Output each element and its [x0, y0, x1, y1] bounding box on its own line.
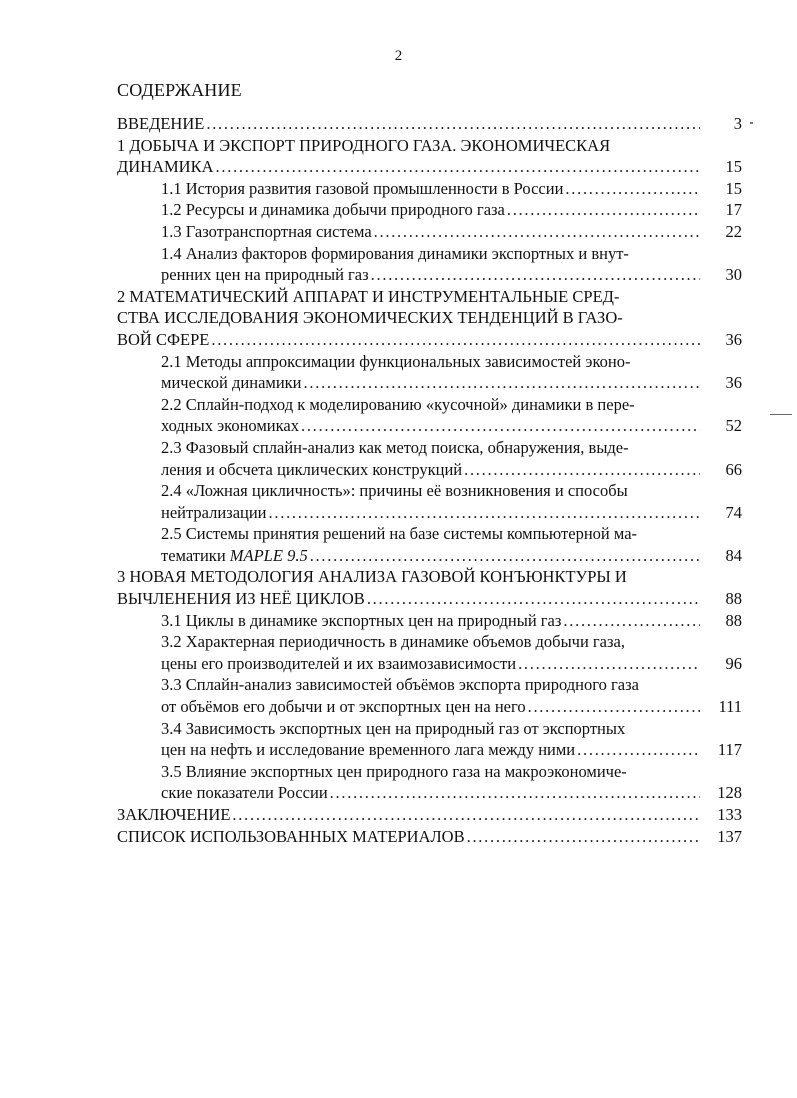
dot-leader: [528, 696, 700, 718]
toc-entry[interactable]: [117, 178, 742, 200]
toc-entry-text: от объёмов его добычи и от экспортных цен на него: [161, 697, 526, 717]
toc-entry-text: ЗАКЛЮЧЕНИЕ: [117, 805, 231, 824]
toc-entry[interactable]: [117, 243, 742, 286]
toc-entry[interactable]: [117, 113, 742, 135]
dot-leader: [232, 804, 700, 826]
toc-entry-text: ления и обсчета циклических конструкций: [161, 459, 463, 479]
toc-entry-text: ВВЕДЕНИЕ: [117, 114, 205, 133]
toc-entry-text: 1.3 Газотранспортная система: [161, 221, 372, 241]
toc-entry[interactable]: [117, 674, 742, 717]
dot-leader: [330, 782, 700, 804]
toc-entry[interactable]: [117, 199, 742, 221]
toc-entry-page: 128: [717, 783, 742, 803]
toc-entry-page: 15: [725, 157, 742, 177]
toc-entry-text: нейтрализации: [161, 502, 267, 522]
toc-entry[interactable]: [117, 286, 742, 351]
toc-entry-text: 2.5 Системы принятия решений на базе системы компьютерной ма-: [161, 524, 638, 544]
toc-entry-page: 117: [717, 740, 742, 760]
toc-entry[interactable]: [117, 437, 742, 480]
toc-entry-page: 30: [725, 265, 742, 285]
page-number: 2: [394, 48, 403, 64]
dot-leader: [211, 329, 700, 351]
toc-entry-text: ренних цен на природный газ: [161, 265, 369, 285]
toc-entry-page: 36: [725, 373, 742, 393]
toc-entry-page: 84: [725, 545, 742, 565]
dot-leader: [301, 415, 700, 437]
toc-entry-text: 3 НОВАЯ МЕТОДОЛОГИЯ АНАЛИЗА ГАЗОВОЙ КОНЪЮНКТУРЫ И: [117, 567, 627, 587]
toc-entry-text: 1 ДОБЫЧА И ЭКСПОРТ ПРИРОДНОГО ГАЗА. ЭКОНОМИЧЕСКАЯ: [117, 135, 611, 155]
toc-entry-page: 52: [725, 416, 742, 436]
toc-entry[interactable]: [117, 523, 742, 566]
margin-mark-dot: [750, 122, 753, 124]
dot-leader: [565, 178, 700, 200]
toc-entry-text: цен на нефть и исследование временного лага между ними: [161, 740, 576, 760]
dot-leader: [206, 113, 700, 135]
toc-entry-page: 17: [725, 200, 742, 220]
toc-entry-text: 3.5 Влияние экспортных цен природного газа на макроэкономиче-: [161, 761, 627, 781]
dot-leader: [577, 739, 700, 761]
toc-entry-text: 1.2 Ресурсы и динамика добычи природного газа: [161, 200, 505, 220]
toc-entry-text: 3.3 Сплайн-анализ зависимостей объёмов экспорта природного газа: [161, 675, 639, 695]
toc-entry-text: 2 МАТЕМАТИЧЕСКИЙ АППАРАТ И ИНСТРУМЕНТАЛЬНЫЕ СРЕД-: [117, 286, 620, 306]
dot-leader: [374, 221, 700, 243]
toc-entry-text: СТВА ИССЛЕДОВАНИЯ ЭКОНОМИЧЕСКИХ ТЕНДЕНЦИЙ В ГАЗО-: [117, 308, 623, 328]
toc-entry-text: мической динамики: [161, 373, 302, 393]
dot-leader: [269, 502, 700, 524]
toc-entry[interactable]: [117, 221, 742, 243]
toc-entry-text: ходных экономиках: [161, 416, 299, 436]
toc-entry-page: 22: [725, 221, 742, 241]
toc-entry-page: 3: [733, 114, 742, 133]
toc-entry-text: 3.2 Характерная периодичность в динамике объемов добычи газа,: [161, 632, 625, 652]
toc-title: СОДЕРЖАНИЕ: [117, 80, 242, 100]
dot-leader: [310, 545, 700, 567]
toc-entry-text: цены его производителей и их взаимозависимости: [161, 653, 517, 673]
margin-mark-line: [770, 414, 792, 415]
toc-entry[interactable]: [117, 566, 742, 609]
toc-entry-text: ВОЙ СФЕРЕ: [117, 329, 210, 349]
toc-entry-text: тематики MAPLE 9.5: [161, 545, 308, 565]
toc-entry-page: 111: [718, 697, 742, 717]
toc-entry-page: 15: [725, 178, 742, 198]
toc-entry-text: 2.3 Фазовый сплайн-анализ как метод поиска, обнаружения, выде-: [161, 437, 629, 457]
toc-entry-text: 1.4 Анализ факторов формирования динамики экспортных и внут-: [161, 243, 629, 263]
toc-entry[interactable]: [117, 761, 742, 804]
dot-leader: [464, 459, 700, 481]
toc-entry-text: 2.4 «Ложная цикличность»: причины её возникновения и способы: [161, 481, 628, 501]
toc-entry-page: 66: [725, 459, 742, 479]
toc-entry[interactable]: [117, 480, 742, 523]
toc-entry-page: 88: [725, 589, 742, 609]
toc-entry[interactable]: [117, 135, 742, 178]
table-of-contents: [117, 113, 742, 847]
toc-entry[interactable]: [117, 610, 742, 632]
toc-entry[interactable]: [117, 826, 742, 848]
toc-entry-page: 36: [725, 329, 742, 349]
dot-leader: [563, 610, 700, 632]
toc-entry-text: 1.1 История развития газовой промышленности в России: [161, 178, 564, 198]
toc-entry-text: ДИНАМИКА: [117, 157, 214, 177]
toc-entry-text: СПИСОК ИСПОЛЬЗОВАННЫХ МАТЕРИАЛОВ: [117, 826, 465, 846]
toc-entry-text: ские показатели России: [161, 783, 328, 803]
dot-leader: [216, 156, 700, 178]
toc-entry[interactable]: [117, 718, 742, 761]
dot-leader: [507, 199, 700, 221]
toc-entry-page: 74: [725, 502, 742, 522]
toc-entry-page: 88: [725, 610, 742, 630]
dot-leader: [467, 826, 700, 848]
toc-entry[interactable]: [117, 804, 742, 826]
toc-entry-text: 2.1 Методы аппроксимации функциональных зависимостей эконо-: [161, 351, 631, 371]
toc-entry-text: 2.2 Сплайн-подход к моделированию «кусочной» динамики в пере-: [161, 394, 635, 414]
toc-entry-text: 3.1 Циклы в динамике экспортных цен на природный газ: [161, 610, 562, 630]
toc-entry-page: 133: [717, 805, 742, 824]
toc-entry[interactable]: [117, 394, 742, 437]
toc-entry-page: 96: [725, 653, 742, 673]
dot-leader: [367, 588, 700, 610]
toc-entry-text: 3.4 Зависимость экспортных цен на природный газ от экспортных: [161, 718, 626, 738]
toc-entry[interactable]: [117, 351, 742, 394]
toc-entry-text: ВЫЧЛЕНЕНИЯ ИЗ НЕЁ ЦИКЛОВ: [117, 589, 365, 609]
toc-entry-page: 137: [717, 826, 742, 846]
dot-leader: [304, 372, 700, 394]
dot-leader: [371, 264, 700, 286]
dot-leader: [518, 653, 700, 675]
toc-entry[interactable]: [117, 631, 742, 674]
